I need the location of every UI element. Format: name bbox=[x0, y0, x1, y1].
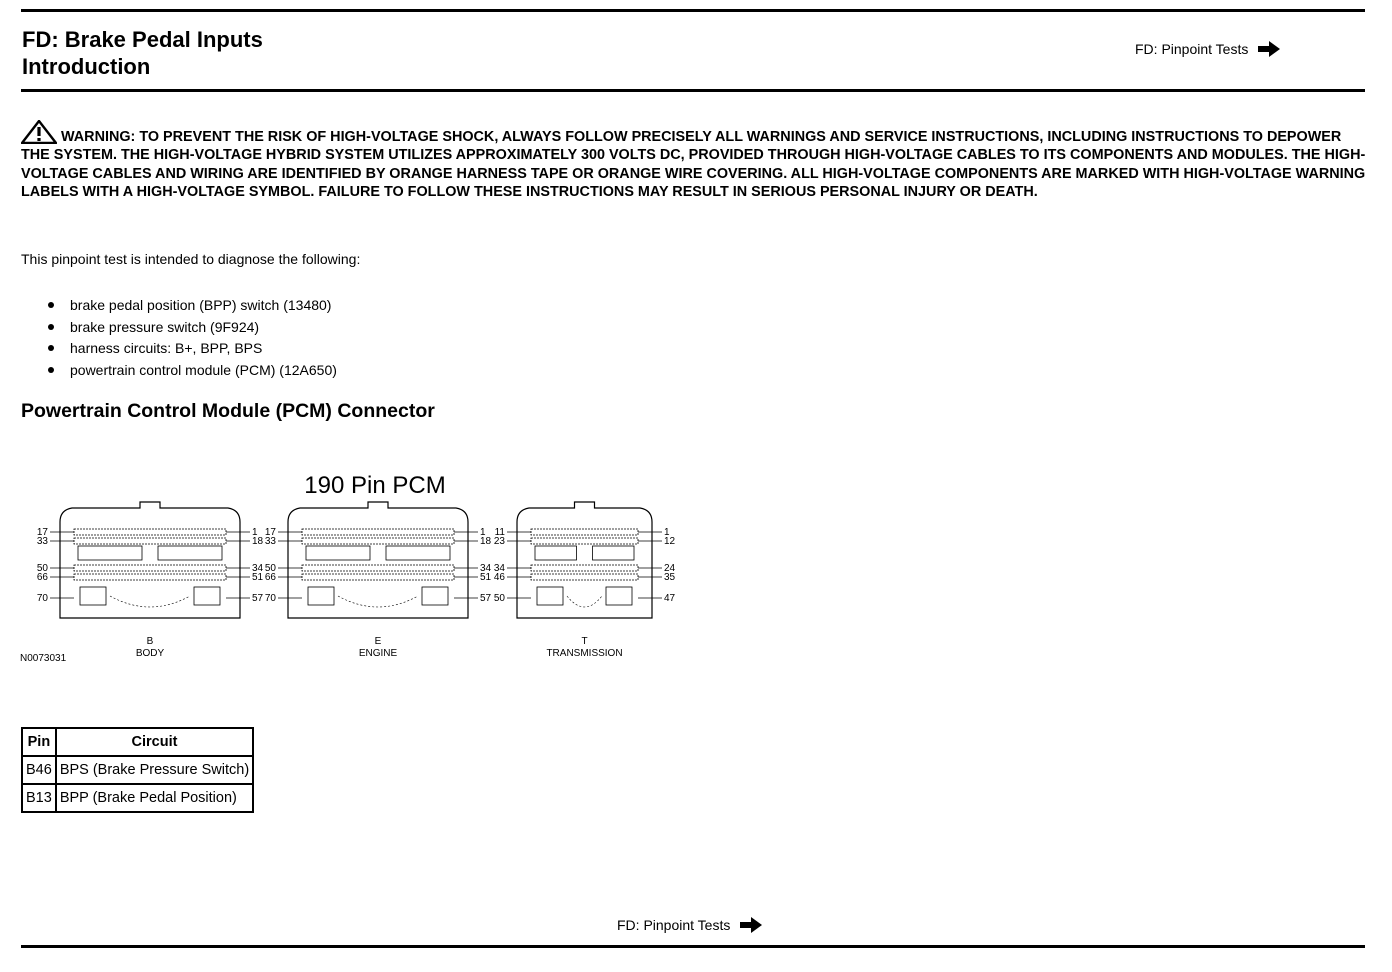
pin-label: 34 bbox=[252, 563, 264, 574]
pin-label: 50 bbox=[264, 563, 276, 574]
top-rule bbox=[21, 9, 1365, 12]
pin-label: 17 bbox=[264, 527, 276, 538]
pin-label: 66 bbox=[36, 572, 48, 583]
center-block bbox=[593, 546, 635, 560]
connector-body bbox=[37, 502, 264, 659]
connector-letter: E bbox=[374, 636, 382, 647]
pin-label: 51 bbox=[252, 572, 264, 583]
pin-row bbox=[531, 529, 638, 535]
warning-block bbox=[21, 120, 1366, 201]
connector-letter: B bbox=[146, 636, 154, 647]
nav-link-label: FD: Pinpoint Tests bbox=[1135, 41, 1249, 57]
diagnosis-list bbox=[48, 294, 337, 381]
lock-tab bbox=[308, 587, 334, 605]
latch-line bbox=[338, 596, 418, 607]
latch-line bbox=[567, 596, 602, 607]
pcm-connector-diagram bbox=[20, 468, 700, 668]
pin-row bbox=[74, 574, 226, 580]
connector-name: BODY bbox=[135, 648, 165, 659]
list-item: harness circuits: B+, BPP, BPS bbox=[48, 337, 337, 359]
pin-label: 35 bbox=[664, 572, 676, 583]
pin-label: 47 bbox=[664, 593, 676, 604]
pin-label: 23 bbox=[493, 536, 505, 547]
table-cell: BPP (Brake Pedal Position) bbox=[56, 784, 253, 812]
center-block bbox=[78, 546, 142, 560]
pin-label: 24 bbox=[664, 563, 676, 574]
pin-row bbox=[74, 565, 226, 571]
pin-label: 57 bbox=[252, 593, 264, 604]
latch-line bbox=[110, 596, 190, 607]
pin-row bbox=[74, 538, 226, 544]
bullet-icon bbox=[48, 302, 54, 308]
table-row bbox=[22, 784, 253, 812]
table-cell: BPS (Brake Pressure Switch) bbox=[56, 756, 253, 784]
lock-tab bbox=[194, 587, 220, 605]
right-arrow-icon bbox=[1258, 41, 1280, 57]
title-line-1: FD: Brake Pedal Inputs bbox=[22, 27, 263, 52]
pin-label: 70 bbox=[36, 593, 48, 604]
pin-row bbox=[302, 574, 454, 580]
pin-row bbox=[302, 529, 454, 535]
bullet-icon bbox=[48, 324, 54, 330]
nav-pinpoint-tests-link[interactable] bbox=[1135, 41, 1280, 57]
pin-label: 51 bbox=[480, 572, 492, 583]
pin-row bbox=[302, 538, 454, 544]
figure-id: N0073031 bbox=[20, 653, 67, 664]
bottom-rule bbox=[21, 945, 1365, 948]
footer-link-label: FD: Pinpoint Tests bbox=[617, 917, 731, 933]
pin-label: 50 bbox=[493, 593, 505, 604]
center-block bbox=[386, 546, 450, 560]
pin-label: 33 bbox=[264, 536, 276, 547]
pin-row bbox=[531, 565, 638, 571]
bullet-icon bbox=[48, 367, 54, 373]
pin-label: 1 bbox=[252, 527, 258, 538]
pin-label: 18 bbox=[480, 536, 492, 547]
connector-name: TRANSMISSION bbox=[546, 648, 623, 659]
pin-label: 34 bbox=[493, 563, 505, 574]
pin-label: 33 bbox=[36, 536, 48, 547]
bullet-icon bbox=[48, 345, 54, 351]
connectors-group bbox=[37, 502, 676, 659]
pin-label: 70 bbox=[264, 593, 276, 604]
column-header: Pin bbox=[22, 728, 56, 756]
pin-row bbox=[531, 574, 638, 580]
pin-label: 1 bbox=[664, 527, 670, 538]
pin-label: 1 bbox=[480, 527, 486, 538]
connector-transmission bbox=[494, 502, 676, 659]
pin-row bbox=[302, 565, 454, 571]
lock-tab bbox=[422, 587, 448, 605]
lock-tab bbox=[606, 587, 632, 605]
page-title bbox=[22, 26, 263, 80]
header-rule bbox=[21, 89, 1365, 92]
lock-tab bbox=[80, 587, 106, 605]
column-header: Circuit bbox=[56, 728, 253, 756]
pin-label: 18 bbox=[252, 536, 264, 547]
title-line-2: Introduction bbox=[22, 54, 151, 79]
table-cell: B13 bbox=[22, 784, 56, 812]
section-heading: Powertrain Control Module (PCM) Connector bbox=[21, 400, 435, 422]
pin-label: 46 bbox=[493, 572, 505, 583]
center-block bbox=[158, 546, 222, 560]
center-block bbox=[306, 546, 370, 560]
intro-text: This pinpoint test is intended to diagnose the following: bbox=[21, 251, 361, 267]
right-arrow-icon bbox=[740, 917, 762, 933]
pin-label: 50 bbox=[36, 563, 48, 574]
pin-label: 66 bbox=[264, 572, 276, 583]
warning-triangle-icon bbox=[21, 120, 57, 144]
table-cell: B46 bbox=[22, 756, 56, 784]
list-item: powertrain control module (PCM) (12A650) bbox=[48, 359, 337, 381]
pin-label: 12 bbox=[664, 536, 676, 547]
pin-row bbox=[74, 529, 226, 535]
pin-row bbox=[531, 538, 638, 544]
diagram-title: 190 Pin PCM bbox=[304, 472, 446, 499]
pin-label: 34 bbox=[480, 563, 492, 574]
pin-label: 17 bbox=[36, 527, 48, 538]
pin-table bbox=[21, 727, 254, 813]
pin-label: 11 bbox=[494, 527, 505, 538]
pin-label: 57 bbox=[480, 593, 492, 604]
connector-name: ENGINE bbox=[358, 648, 398, 659]
list-item: brake pressure switch (9F924) bbox=[48, 316, 337, 338]
footer-pinpoint-tests-link[interactable] bbox=[617, 917, 762, 933]
list-item: brake pedal position (BPP) switch (13480) bbox=[48, 294, 337, 316]
lock-tab bbox=[537, 587, 563, 605]
connector-letter: T bbox=[581, 636, 588, 647]
center-block bbox=[535, 546, 577, 560]
table-row bbox=[22, 756, 253, 784]
connector-engine bbox=[265, 502, 492, 659]
warning-text: WARNING: TO PREVENT THE RISK OF HIGH-VOLTAGE SHOCK, ALWAYS FOLLOW PRECISELY ALL WARNINGS AND SERVICE INSTRUCTIONS, INCLUDING INSTRUCTIONS TO DEPOWER THE SYSTEM. THE HIGH-VOLTAGE HYBRID SYSTEM UTILIZES APPROXIMATELY 300 VOLTS DC, PROVIDED THROUGH HIGH-VOLTAGE CABLES TO ITS COMPONENTS AND MODULES. THE HIGH-VOLTAGE CABLES AND WIRING ARE IDENTIFIED BY ORANGE HARNESS TAPE OR ORANGE WIRE COVERING. ALL HIGH-VOLTAGE COMPONENTS ARE MARKED WITH HIGH-VOLTAGE WARNING LABELS WITH A HIGH-VOLTAGE SYMBOL. FAILURE TO FOLLOW THESE INSTRUCTIONS MAY RESULT IN SERIOUS PERSONAL INJURY OR DEATH. bbox=[21, 129, 1366, 200]
table-header-row bbox=[22, 728, 253, 756]
